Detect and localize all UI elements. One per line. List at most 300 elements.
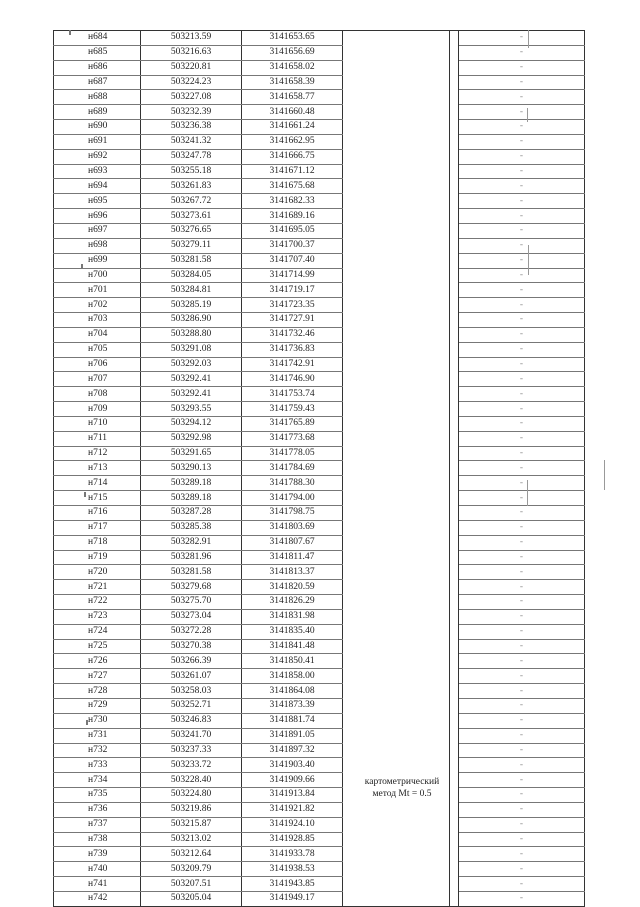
table-row <box>54 520 585 535</box>
table-row <box>54 461 585 476</box>
y-coordinate-cell: 3141897.32 <box>242 743 343 758</box>
gap-cell <box>450 31 459 46</box>
method-cell <box>343 728 450 743</box>
accuracy-cell: - <box>459 31 585 46</box>
table-row <box>54 669 585 684</box>
method-cell <box>343 90 450 105</box>
table-row <box>54 387 585 402</box>
point-id-cell: н741 <box>54 877 141 892</box>
x-coordinate-cell: 503212.64 <box>141 847 242 862</box>
table-row <box>54 223 585 238</box>
point-id-cell: н686 <box>54 60 141 75</box>
method-cell <box>343 669 450 684</box>
x-coordinate-cell: 503285.38 <box>141 520 242 535</box>
point-id-cell: н693 <box>54 164 141 179</box>
accuracy-cell: - <box>459 698 585 713</box>
point-id-cell: н705 <box>54 342 141 357</box>
gap-cell <box>450 134 459 149</box>
table-row <box>54 179 585 194</box>
accuracy-cell: - <box>459 268 585 283</box>
table-row <box>54 698 585 713</box>
y-coordinate-cell: 3141858.00 <box>242 669 343 684</box>
point-id-cell: н735 <box>54 788 141 803</box>
table-row <box>54 877 585 892</box>
x-coordinate-cell: 503281.96 <box>141 550 242 565</box>
y-coordinate-cell: 3141921.82 <box>242 802 343 817</box>
table-row <box>54 506 585 521</box>
x-coordinate-cell: 503228.40 <box>141 773 242 788</box>
y-coordinate-cell: 3141891.05 <box>242 728 343 743</box>
accuracy-cell: - <box>459 431 585 446</box>
y-coordinate-cell: 3141719.17 <box>242 283 343 298</box>
y-coordinate-cell: 3141675.68 <box>242 179 343 194</box>
x-coordinate-cell: 503241.70 <box>141 728 242 743</box>
method-cell <box>343 223 450 238</box>
x-coordinate-cell: 503252.71 <box>141 698 242 713</box>
accuracy-cell: - <box>459 283 585 298</box>
y-coordinate-cell: 3141662.95 <box>242 134 343 149</box>
accuracy-cell: - <box>459 387 585 402</box>
gap-cell <box>450 609 459 624</box>
gap-cell <box>450 372 459 387</box>
table-row <box>54 105 585 120</box>
point-id-cell: н739 <box>54 847 141 862</box>
accuracy-cell: - <box>459 253 585 268</box>
table-row <box>54 298 585 313</box>
gap-cell <box>450 164 459 179</box>
point-id-cell: н728 <box>54 684 141 699</box>
method-cell <box>343 298 450 313</box>
x-coordinate-cell: 503232.39 <box>141 105 242 120</box>
y-coordinate-cell: 3141903.40 <box>242 758 343 773</box>
method-cell <box>343 565 450 580</box>
method-cell <box>343 595 450 610</box>
gap-cell <box>450 327 459 342</box>
accuracy-cell: - <box>459 164 585 179</box>
accuracy-cell: - <box>459 298 585 313</box>
y-coordinate-cell: 3141820.59 <box>242 580 343 595</box>
gap-cell <box>450 491 459 506</box>
method-cell <box>343 491 450 506</box>
accuracy-cell: - <box>459 179 585 194</box>
table-row <box>54 283 585 298</box>
table-row <box>54 654 585 669</box>
table-row <box>54 609 585 624</box>
scan-artifact-mark <box>86 720 88 725</box>
accuracy-cell: - <box>459 402 585 417</box>
x-coordinate-cell: 503261.07 <box>141 669 242 684</box>
method-cell <box>343 75 450 90</box>
method-cell <box>343 105 450 120</box>
accuracy-cell: - <box>459 238 585 253</box>
y-coordinate-cell: 3141798.75 <box>242 506 343 521</box>
x-coordinate-cell: 503279.68 <box>141 580 242 595</box>
method-note-line-1: картометрический <box>364 777 440 787</box>
gap-cell <box>450 194 459 209</box>
gap-cell <box>450 387 459 402</box>
method-cell <box>343 506 450 521</box>
y-coordinate-cell: 3141742.91 <box>242 357 343 372</box>
y-coordinate-cell: 3141813.37 <box>242 565 343 580</box>
method-cell <box>343 253 450 268</box>
accuracy-cell: - <box>459 223 585 238</box>
gap-cell <box>450 60 459 75</box>
gap-cell <box>450 580 459 595</box>
accuracy-cell: - <box>459 669 585 684</box>
table-row <box>54 253 585 268</box>
point-id-cell: н732 <box>54 743 141 758</box>
x-coordinate-cell: 503291.65 <box>141 446 242 461</box>
table-row <box>54 164 585 179</box>
table-row <box>54 862 585 877</box>
x-coordinate-cell: 503284.81 <box>141 283 242 298</box>
point-id-cell: н703 <box>54 313 141 328</box>
accuracy-cell: - <box>459 194 585 209</box>
method-cell <box>343 134 450 149</box>
accuracy-cell: - <box>459 624 585 639</box>
gap-cell <box>450 342 459 357</box>
accuracy-cell: - <box>459 209 585 224</box>
method-cell <box>343 713 450 728</box>
point-id-cell: н685 <box>54 45 141 60</box>
x-coordinate-cell: 503213.59 <box>141 31 242 46</box>
method-cell <box>343 535 450 550</box>
point-id-cell: н702 <box>54 298 141 313</box>
method-cell <box>343 639 450 654</box>
accuracy-cell: - <box>459 75 585 90</box>
method-cell <box>343 313 450 328</box>
accuracy-cell: - <box>459 862 585 877</box>
table-row <box>54 431 585 446</box>
y-coordinate-cell: 3141658.39 <box>242 75 343 90</box>
y-coordinate-cell: 3141807.67 <box>242 535 343 550</box>
y-coordinate-cell: 3141714.99 <box>242 268 343 283</box>
table-row <box>54 832 585 847</box>
x-coordinate-cell: 503289.18 <box>141 491 242 506</box>
x-coordinate-cell: 503205.04 <box>141 891 242 906</box>
point-id-cell: н737 <box>54 817 141 832</box>
y-coordinate-cell: 3141653.65 <box>242 31 343 46</box>
y-coordinate-cell: 3141736.83 <box>242 342 343 357</box>
point-id-cell: н711 <box>54 431 141 446</box>
point-id-cell: н723 <box>54 609 141 624</box>
y-coordinate-cell: 3141850.41 <box>242 654 343 669</box>
y-coordinate-cell: 3141788.30 <box>242 476 343 491</box>
x-coordinate-cell: 503291.08 <box>141 342 242 357</box>
gap-cell <box>450 847 459 862</box>
gap-cell <box>450 209 459 224</box>
gap-cell <box>450 253 459 268</box>
method-cell <box>343 179 450 194</box>
point-id-cell: н721 <box>54 580 141 595</box>
table-row <box>54 491 585 506</box>
y-coordinate-cell: 3141753.74 <box>242 387 343 402</box>
gap-cell <box>450 802 459 817</box>
gap-cell <box>450 758 459 773</box>
scan-artifact-line <box>527 480 528 506</box>
method-cell <box>343 416 450 431</box>
y-coordinate-cell: 3141835.40 <box>242 624 343 639</box>
method-cell <box>343 372 450 387</box>
accuracy-cell: - <box>459 45 585 60</box>
y-coordinate-cell: 3141746.90 <box>242 372 343 387</box>
x-coordinate-cell: 503224.23 <box>141 75 242 90</box>
table-row <box>54 45 585 60</box>
x-coordinate-cell: 503275.70 <box>141 595 242 610</box>
method-cell <box>343 402 450 417</box>
y-coordinate-cell: 3141682.33 <box>242 194 343 209</box>
accuracy-cell: - <box>459 832 585 847</box>
accuracy-cell: - <box>459 684 585 699</box>
accuracy-cell: - <box>459 877 585 892</box>
x-coordinate-cell: 503286.90 <box>141 313 242 328</box>
gap-cell <box>450 684 459 699</box>
point-id-cell: н694 <box>54 179 141 194</box>
accuracy-cell: - <box>459 60 585 75</box>
gap-cell <box>450 268 459 283</box>
y-coordinate-cell: 3141881.74 <box>242 713 343 728</box>
point-id-cell: н730 <box>54 713 141 728</box>
gap-cell <box>450 461 459 476</box>
gap-cell <box>450 654 459 669</box>
accuracy-cell: - <box>459 149 585 164</box>
method-cell <box>343 120 450 135</box>
x-coordinate-cell: 503294.12 <box>141 416 242 431</box>
point-id-cell: н718 <box>54 535 141 550</box>
table-row <box>54 535 585 550</box>
y-coordinate-cell: 3141773.68 <box>242 431 343 446</box>
point-id-cell: н717 <box>54 520 141 535</box>
scan-artifact-line <box>528 30 529 48</box>
accuracy-cell: - <box>459 446 585 461</box>
gap-cell <box>450 416 459 431</box>
scan-artifact-mark <box>69 30 71 35</box>
table-row <box>54 194 585 209</box>
x-coordinate-cell: 503288.80 <box>141 327 242 342</box>
method-cell <box>343 431 450 446</box>
x-coordinate-cell: 503290.13 <box>141 461 242 476</box>
point-id-cell: н736 <box>54 802 141 817</box>
gap-cell <box>450 506 459 521</box>
table-row <box>54 565 585 580</box>
y-coordinate-cell: 3141689.16 <box>242 209 343 224</box>
method-cell <box>343 342 450 357</box>
table-row <box>54 149 585 164</box>
accuracy-cell: - <box>459 788 585 803</box>
accuracy-cell: - <box>459 758 585 773</box>
method-cell <box>343 520 450 535</box>
method-cell <box>343 698 450 713</box>
gap-cell <box>450 595 459 610</box>
method-cell <box>343 624 450 639</box>
x-coordinate-cell: 503219.86 <box>141 802 242 817</box>
method-cell <box>343 268 450 283</box>
table-row <box>54 60 585 75</box>
point-id-cell: н713 <box>54 461 141 476</box>
accuracy-cell: - <box>459 550 585 565</box>
gap-cell <box>450 120 459 135</box>
point-id-cell: н691 <box>54 134 141 149</box>
point-id-cell: н684 <box>54 31 141 46</box>
table-row <box>54 357 585 372</box>
gap-cell <box>450 45 459 60</box>
x-coordinate-cell: 503216.63 <box>141 45 242 60</box>
gap-cell <box>450 75 459 90</box>
point-id-cell: н689 <box>54 105 141 120</box>
point-id-cell: н704 <box>54 327 141 342</box>
x-coordinate-cell: 503293.55 <box>141 402 242 417</box>
x-coordinate-cell: 503285.19 <box>141 298 242 313</box>
point-id-cell: н698 <box>54 238 141 253</box>
method-cell <box>343 609 450 624</box>
table-row <box>54 802 585 817</box>
point-id-cell: н701 <box>54 283 141 298</box>
y-coordinate-cell: 3141933.78 <box>242 847 343 862</box>
accuracy-cell: - <box>459 654 585 669</box>
x-coordinate-cell: 503292.41 <box>141 372 242 387</box>
accuracy-cell: - <box>459 506 585 521</box>
point-id-cell: н742 <box>54 891 141 906</box>
x-coordinate-cell: 503224.80 <box>141 788 242 803</box>
gap-cell <box>450 550 459 565</box>
point-id-cell: н707 <box>54 372 141 387</box>
accuracy-cell: - <box>459 891 585 906</box>
x-coordinate-cell: 503292.98 <box>141 431 242 446</box>
table-row <box>54 416 585 431</box>
method-cell <box>343 31 450 46</box>
y-coordinate-cell: 3141913.84 <box>242 788 343 803</box>
x-coordinate-cell: 503266.39 <box>141 654 242 669</box>
x-coordinate-cell: 503270.38 <box>141 639 242 654</box>
accuracy-cell: - <box>459 313 585 328</box>
table-row <box>54 134 585 149</box>
table-row <box>54 550 585 565</box>
y-coordinate-cell: 3141658.77 <box>242 90 343 105</box>
point-id-cell: н722 <box>54 595 141 610</box>
gap-cell <box>450 713 459 728</box>
gap-cell <box>450 669 459 684</box>
gap-cell <box>450 743 459 758</box>
x-coordinate-cell: 503273.61 <box>141 209 242 224</box>
method-cell <box>343 877 450 892</box>
accuracy-cell: - <box>459 520 585 535</box>
y-coordinate-cell: 3141759.43 <box>242 402 343 417</box>
x-coordinate-cell: 503207.51 <box>141 877 242 892</box>
gap-cell <box>450 817 459 832</box>
method-cell <box>343 194 450 209</box>
gap-cell <box>450 283 459 298</box>
gap-cell <box>450 565 459 580</box>
method-cell <box>343 476 450 491</box>
table-row <box>54 268 585 283</box>
table-row <box>54 595 585 610</box>
y-coordinate-cell: 3141909.66 <box>242 773 343 788</box>
table-row <box>54 639 585 654</box>
gap-cell <box>450 832 459 847</box>
accuracy-cell: - <box>459 357 585 372</box>
y-coordinate-cell: 3141873.39 <box>242 698 343 713</box>
gap-cell <box>450 476 459 491</box>
accuracy-cell: - <box>459 372 585 387</box>
y-coordinate-cell: 3141864.08 <box>242 684 343 699</box>
x-coordinate-cell: 503273.04 <box>141 609 242 624</box>
table-row <box>54 342 585 357</box>
x-coordinate-cell: 503236.38 <box>141 120 242 135</box>
gap-cell <box>450 698 459 713</box>
point-id-cell: н712 <box>54 446 141 461</box>
point-id-cell: н725 <box>54 639 141 654</box>
accuracy-cell: - <box>459 416 585 431</box>
gap-cell <box>450 105 459 120</box>
point-id-cell: н724 <box>54 624 141 639</box>
x-coordinate-cell: 503287.28 <box>141 506 242 521</box>
y-coordinate-cell: 3141831.98 <box>242 609 343 624</box>
accuracy-cell: - <box>459 847 585 862</box>
gap-cell <box>450 223 459 238</box>
table-row <box>54 476 585 491</box>
x-coordinate-cell: 503261.83 <box>141 179 242 194</box>
x-coordinate-cell: 503292.41 <box>141 387 242 402</box>
accuracy-cell: - <box>459 105 585 120</box>
accuracy-cell: - <box>459 90 585 105</box>
point-id-cell: н699 <box>54 253 141 268</box>
y-coordinate-cell: 3141943.85 <box>242 877 343 892</box>
table-row <box>54 238 585 253</box>
point-id-cell: н697 <box>54 223 141 238</box>
method-cell <box>343 684 450 699</box>
point-id-cell: н714 <box>54 476 141 491</box>
gap-cell <box>450 891 459 906</box>
table-row <box>54 313 585 328</box>
method-cell <box>343 743 450 758</box>
coordinates-table-body <box>54 31 585 907</box>
gap-cell <box>450 238 459 253</box>
table-row <box>54 580 585 595</box>
method-cell <box>343 149 450 164</box>
table-row <box>54 90 585 105</box>
accuracy-cell: - <box>459 580 585 595</box>
point-id-cell: н695 <box>54 194 141 209</box>
scan-artifact-line <box>604 460 605 490</box>
method-cell <box>343 802 450 817</box>
x-coordinate-cell: 503227.08 <box>141 90 242 105</box>
x-coordinate-cell: 503292.03 <box>141 357 242 372</box>
x-coordinate-cell: 503247.78 <box>141 149 242 164</box>
x-coordinate-cell: 503220.81 <box>141 60 242 75</box>
method-cell <box>343 847 450 862</box>
point-id-cell: н733 <box>54 758 141 773</box>
x-coordinate-cell: 503215.87 <box>141 817 242 832</box>
point-id-cell: н708 <box>54 387 141 402</box>
method-cell <box>343 209 450 224</box>
y-coordinate-cell: 3141841.48 <box>242 639 343 654</box>
gap-cell <box>450 624 459 639</box>
gap-cell <box>450 179 459 194</box>
table-row <box>54 624 585 639</box>
accuracy-cell: - <box>459 342 585 357</box>
accuracy-cell: - <box>459 476 585 491</box>
point-id-cell: н716 <box>54 506 141 521</box>
y-coordinate-cell: 3141661.24 <box>242 120 343 135</box>
table-row <box>54 788 585 803</box>
gap-cell <box>450 149 459 164</box>
y-coordinate-cell: 3141671.12 <box>242 164 343 179</box>
accuracy-cell: - <box>459 609 585 624</box>
x-coordinate-cell: 503233.72 <box>141 758 242 773</box>
gap-cell <box>450 520 459 535</box>
table-row <box>54 31 585 46</box>
point-id-cell: н734 <box>54 773 141 788</box>
